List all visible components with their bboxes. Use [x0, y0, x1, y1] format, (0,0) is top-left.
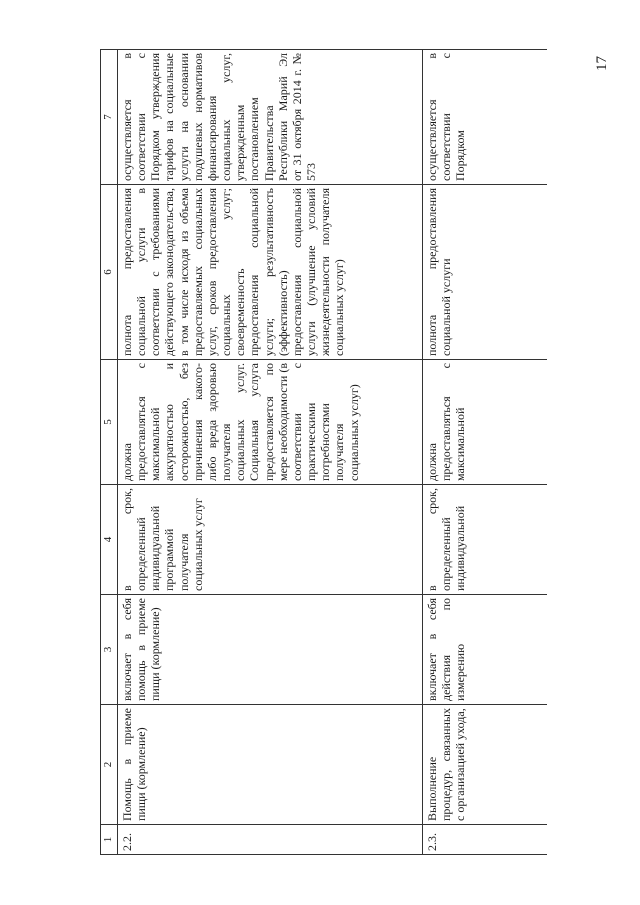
col-header-1: 1: [101, 825, 118, 855]
table-row: [423, 50, 548, 855]
col-header-7: 7: [101, 50, 118, 185]
rotated-table-sheet: [100, 50, 620, 855]
services-table: [100, 49, 547, 855]
quality-indicators: полнота предоставления социальной услуги: [423, 185, 548, 360]
header-row: [101, 50, 118, 855]
financing-conditions: осуществляется в соответствии с Порядком: [423, 50, 548, 185]
col-header-2: 2: [101, 705, 118, 825]
service-term: в срок, определенный индивидуальной: [423, 485, 548, 595]
service-standard: должна предоставляться с максимальной аккуратностью и осторожностью, без причинения какого-либо вреда здоровью получателя социальных услуг. Социальная услуга предоставляется по мере необходимости (в соответствии с практическими потребностями получателя социальных услуг): [118, 360, 423, 485]
service-content: включает в себя действия по измерению: [423, 595, 548, 705]
service-name: Выполнение процедур, связанных с организацией ухода,: [423, 705, 548, 825]
page-number: 17: [594, 56, 610, 71]
service-content: включает в себя помощь в приеме пищи (кормление): [118, 595, 423, 705]
financing-conditions: осуществляется в соответствии с Порядком утверждения тарифов на социальные услуги на основании подушевых нормативов финансирования социальных услуг, утвержденным постановлением Правительства Республики Марий Эл от 31 октября 2014 г. № 573: [118, 50, 423, 185]
col-header-3: 3: [101, 595, 118, 705]
table-row: [118, 50, 423, 855]
service-term: в срок, определенный индивидуальной программой получателя социальных услуг: [118, 485, 423, 595]
col-header-4: 4: [101, 485, 118, 595]
row-number: 2.3.: [423, 825, 548, 855]
service-standard: должна предоставляться с максимальной: [423, 360, 548, 485]
table-rotation-frame: [100, 50, 620, 855]
col-header-5: 5: [101, 360, 118, 485]
col-header-6: 6: [101, 185, 118, 360]
row-number: 2.2.: [118, 825, 423, 855]
service-name: Помощь в приеме пищи (кормление): [118, 705, 423, 825]
quality-indicators: полнота предоставления социальной услуги в соответствии с требованиями действующего законодательства, в том числе исходя из объема предоставляемых социальных услуг, сроков предоставления социальных услуг; своевременность предоставления социальной услуги; результативность (эффективность) предоставления социальной услуги (улучшение условий жизнедеятельности получателя социальных услуг): [118, 185, 423, 360]
